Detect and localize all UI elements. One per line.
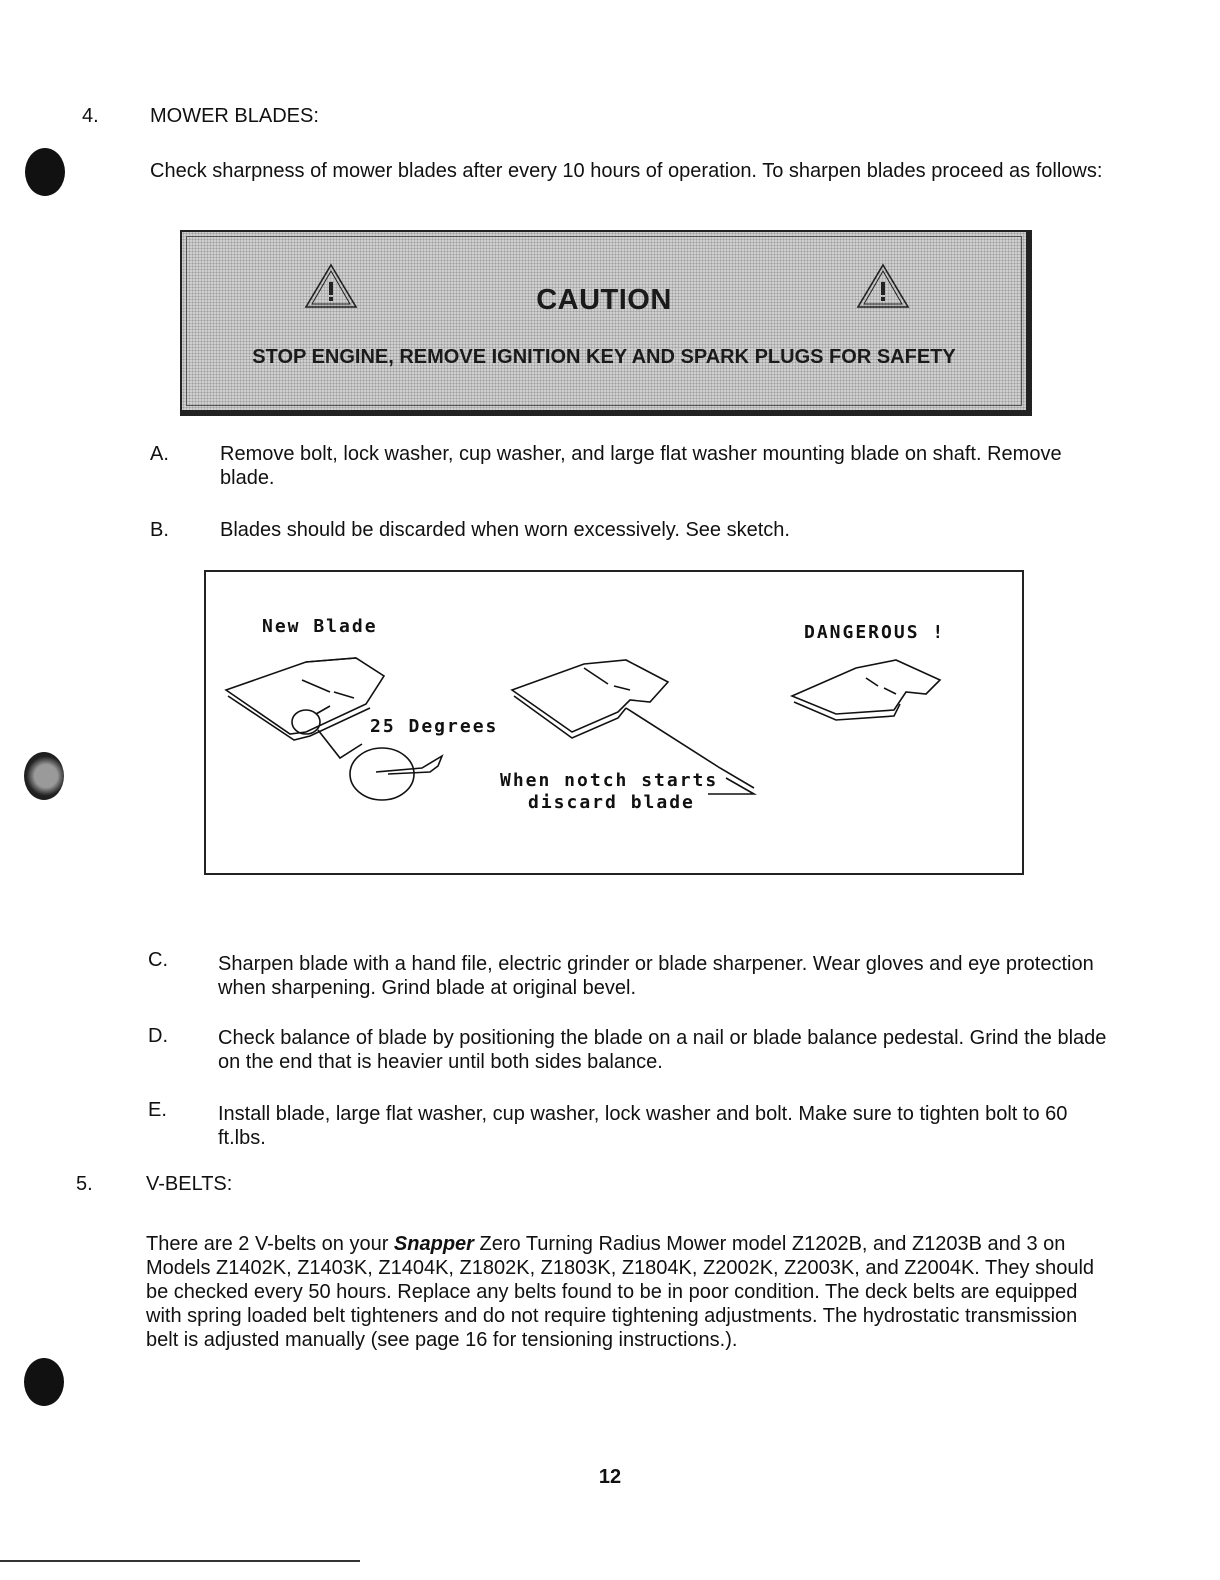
section-body-text: Zero Turning Radius Mower model Z1202B, and Z1203B and 3 on Models Z1402K, Z1403K, Z1404K, Z1802K, Z1803K, Z1804K, Z2002K, Z2003K, and Z2004K. They should be checked every 50 hours. Replace any belts found to be in poor condition. The deck belts are equipped with spring loaded belt tighteners and do not require tightening adjustments. The hydrostatic transmission belt is adjusted manually (see page 16 for tensioning instructions.). [146, 1233, 1095, 1351]
notch-label-line2: discard blade [528, 792, 695, 813]
caution-title: CAUTION [536, 284, 672, 316]
brand-name: Snapper [393, 1233, 474, 1255]
section-intro: Check sharpness of mower blades after every 10 hours of operation. To sharpen blades proceed as follows: [150, 160, 1103, 182]
step-text: Install blade, large flat washer, cup washer, lock washer and bolt. Make sure to tighten bolt to 60 ft.lbs. [218, 1103, 1068, 1149]
step-letter: C. [148, 949, 168, 971]
caution-box [180, 230, 1032, 416]
section-body-text: There are 2 V-belts on your [146, 1233, 394, 1255]
new-blade-drawing [226, 658, 384, 734]
punch-hole [24, 1358, 64, 1406]
section-number: 5. [76, 1173, 93, 1195]
section-number: 4. [82, 105, 99, 127]
footer-rule [0, 1560, 360, 1562]
notch-label-line1: When notch starts [500, 770, 719, 791]
degrees-label: 25 Degrees [370, 716, 499, 737]
section-title: MOWER BLADES: [150, 105, 319, 127]
blade-drawings [206, 572, 1022, 873]
step-text: Sharpen blade with a hand file, electric grinder or blade sharpener. Wear gloves and eye protection when sharpening. Grind blade at original bevel. [218, 953, 1094, 999]
caution-message: STOP ENGINE, REMOVE IGNITION KEY AND SPARK PLUGS FOR SAFETY [252, 346, 956, 368]
section-title: V-BELTS: [146, 1173, 233, 1195]
page-number: 12 [598, 1466, 622, 1488]
step-letter: E. [148, 1099, 167, 1121]
dangerous-label: DANGEROUS ! [804, 622, 946, 643]
step-text: Remove bolt, lock washer, cup washer, and large flat washer mounting blade on shaft. Remove blade. [220, 443, 1062, 489]
punch-hole [25, 148, 65, 196]
blade-sketch [204, 570, 1024, 875]
dangerous-blade-drawing [792, 660, 940, 714]
new-blade-label: New Blade [262, 616, 378, 637]
step-text: Blades should be discarded when worn excessively. See sketch. [220, 519, 790, 541]
step-letter: D. [148, 1025, 168, 1047]
step-letter: A. [150, 443, 169, 465]
worn-blade-drawing [512, 660, 668, 732]
step-letter: B. [150, 519, 169, 541]
section-body [146, 1232, 1106, 1352]
punch-hole [24, 752, 64, 800]
step-text: Check balance of blade by positioning the blade on a nail or blade balance pedestal. Grind the blade on the end that is heavier until both sides balance. [218, 1027, 1107, 1073]
